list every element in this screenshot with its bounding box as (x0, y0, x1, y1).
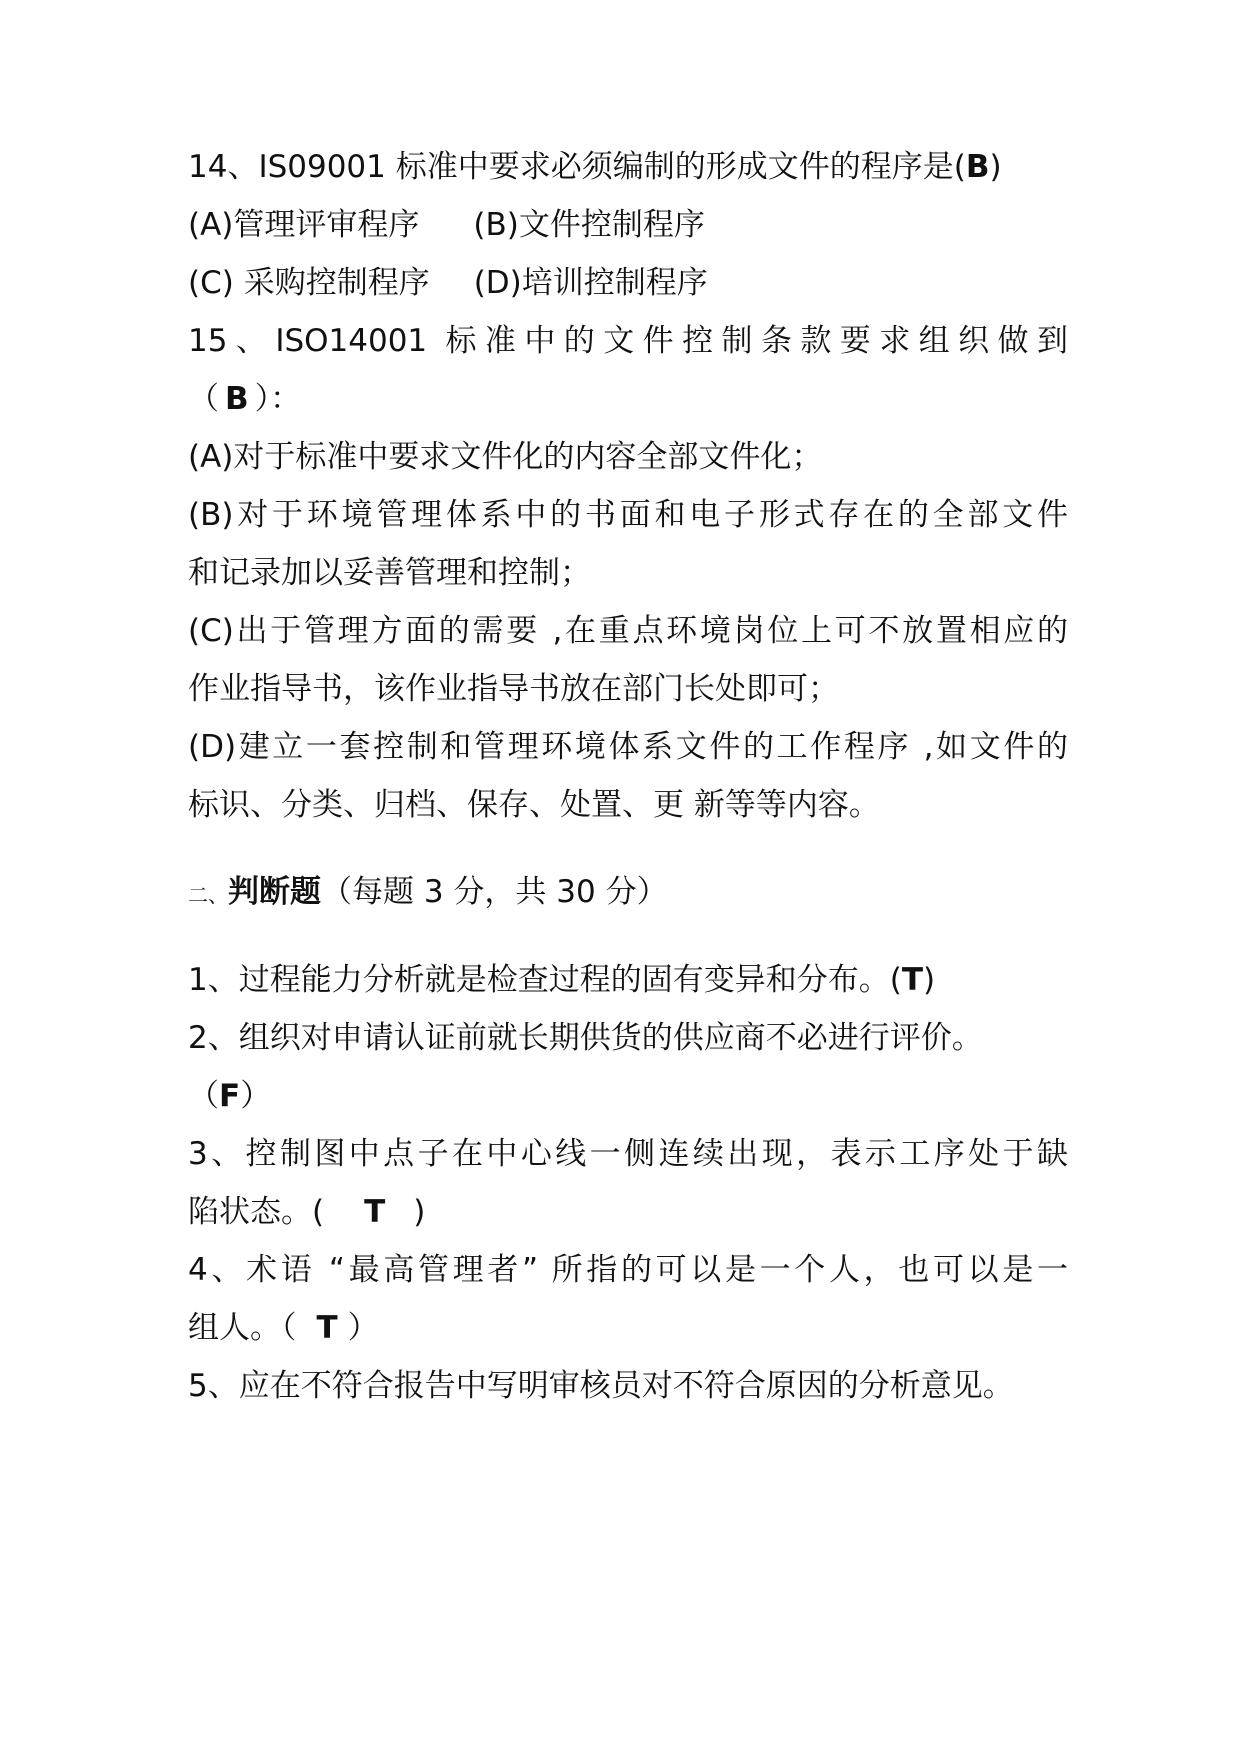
q14-option-b: (B)文件控制程序 (473, 207, 705, 243)
q14-stem-end: ) (989, 149, 1002, 185)
q15-option-c-line1: (C)出于管理方面的需要 ,在重点环境岗位上可不放置相应的 (188, 613, 1068, 649)
tf4-answer: T (316, 1310, 338, 1346)
tf3-answer: T (364, 1194, 386, 1230)
q14-options-cd (188, 263, 1068, 303)
q15-option-b-line2: 和记录加以妥善管理和控制； (188, 555, 591, 591)
tf2-line1: 2、组织对申请认证前就长期供货的供应商不必进行评价。 (188, 1020, 983, 1056)
tf2-open: （ (188, 1078, 219, 1114)
section-2-note: （每题 3 分，共 30 分） (321, 874, 668, 910)
tf1-line (188, 960, 1068, 1000)
q15-option-a: (A)对于标准中要求文件化的内容全部文件化； (188, 439, 823, 475)
section-2-heading (188, 872, 1068, 915)
section-2-title: 判断题 (228, 874, 321, 910)
tf1-end: ) (922, 962, 936, 998)
q14-options-ab (188, 205, 1068, 245)
q15-answer-close: ）： (254, 381, 302, 417)
tf3-line1: 3、控制图中点子在中心线一侧连续出现，表示工序处于缺 (188, 1136, 1068, 1172)
q14-stem-text: 14、IS09001 标准中要求必须编制的形成文件的程序是( (188, 149, 966, 185)
q15-stem: 15、ISO14001 标准中的文件控制条款要求组织做到 (188, 323, 1068, 359)
tf3-line2 (188, 1192, 1068, 1232)
q14-option-a: (A)管理评审程序 (188, 207, 420, 243)
tf2-line2 (188, 1076, 1068, 1116)
q14-answer: B (965, 149, 990, 185)
q15-option-c-line2: 作业指导书，该作业指导书放在部门长处即可； (188, 671, 839, 707)
q15-answer-line (188, 379, 1068, 419)
q15-option-d-line1: (D)建立一套控制和管理环境体系文件的工作程序 ,如文件的 (188, 729, 1068, 765)
tf2-answer: F (219, 1078, 241, 1114)
tf1-answer: T (901, 962, 923, 998)
tf4-line2 (188, 1308, 1068, 1348)
section-2-number: 二、 (188, 883, 228, 907)
tf3-end: ) (413, 1194, 426, 1230)
tf1-text: 1、过程能力分析就是检查过程的固有变异和分布。( (188, 962, 902, 998)
tf3-line2-text: 陷状态。( (188, 1194, 325, 1230)
q15-option-d-line2: 标识、分类、归档、保存、处置、更 新等等内容。 (188, 787, 880, 823)
tf4-line1: 4、术语 “最高管理者” 所指的可以是一个人，也可以是一 (188, 1252, 1068, 1288)
q15-option-b-line1: (B)对于环境管理体系中的书面和电子形式存在的全部文件 (188, 497, 1068, 533)
tf5-line1: 5、应在不符合报告中写明审核员对不符合原因的分析意见。 (188, 1368, 1014, 1404)
tf2-close: ） (240, 1078, 272, 1114)
tf4-line2-text: 组人。（ (188, 1310, 297, 1346)
q14-stem (188, 147, 1068, 187)
q14-option-c: (C) 采购控制程序 (188, 265, 430, 301)
q14-option-d: (D)培训控制程序 (473, 265, 708, 301)
tf4-end: ） (347, 1310, 379, 1346)
q15-answer-open: （ (188, 381, 219, 417)
q15-answer: B (225, 381, 249, 417)
